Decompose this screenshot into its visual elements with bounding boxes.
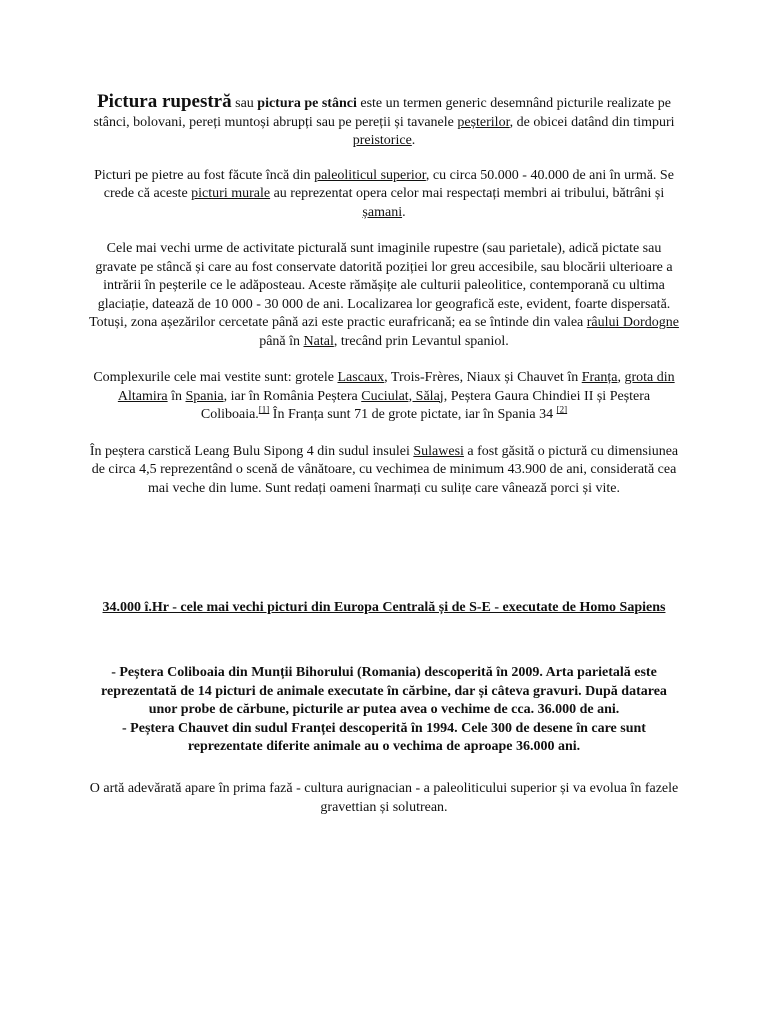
paragraph-2 [88, 167, 680, 223]
text: . [402, 204, 406, 220]
text: În Franța sunt 71 de grote pictate, iar în Spania 34 [269, 407, 557, 422]
bold-block [88, 664, 680, 757]
link-picturi-murale[interactable]: picturi murale [191, 186, 271, 201]
text: , de obicei datând din timpuri [509, 114, 675, 130]
text: până în [259, 333, 304, 349]
text: Cele mai vechi urme de activitate picturală sunt imaginile rupestre (sau parietale), adică pictate sau gravate pe stâncă și care au fost conservate datorită poziției lor greu accesibile, sau blocării ulterioare a intrării în peșterile ce le adăposteau. Aceste rămășițe ale culturii paleolitice, contemporană cu ultima glaciație, datează de 10 000 - 30 000 de ani. Localizarea lor geografică este, evident, foarte dispersată. Totuși, zona așezărilor cercetate până azi este practic eurafricană; ea se întinde din valea [89, 241, 673, 330]
bold-paragraph-coliboaia: - Peștera Coliboaia din Munții Bihorului (Romania) descoperită în 2009. Arta parietală este reprezentată de 14 picturi de animale executate în cărbine, dar și câteva gravuri. După datarea unor probe de cărbune, picturile ar putea avea o vechime de cca. 36.000 de ani. [101, 665, 667, 717]
link-cuciulat-salaj[interactable]: Cuciulat, Sălaj [361, 388, 444, 404]
paragraph-3 [88, 240, 680, 351]
text: , [617, 370, 625, 385]
reference-1[interactable]: [1] [258, 404, 270, 415]
link-lascaux[interactable]: Lascaux [337, 370, 385, 385]
section-heading: 34.000 î.Hr - cele mai vechi picturi din Europa Centrală și de S-E - executate de Homo Sapiens [102, 600, 666, 615]
paragraph-5 [88, 443, 680, 499]
link-pesterilor[interactable]: peșterilor [457, 114, 510, 130]
document-body [88, 93, 680, 516]
text: . [411, 133, 416, 148]
paragraph-4 [88, 369, 680, 425]
text: , Trois-Frères, Niaux și Chauvet în [384, 370, 582, 385]
closing-paragraph: O artă adevărată apare în prima fază - cultura aurignacian - a paleoliticului superior și va evolua în fazele gravettian și solutrean. [89, 781, 679, 815]
intro-paragraph [88, 93, 680, 151]
link-preistorice[interactable]: preistorice [352, 133, 412, 148]
article-title: Pictura rupestră [97, 91, 232, 112]
text: , Peștera Gaura Chindiei II și Peștera Coliboaia. [200, 388, 651, 422]
link-natal[interactable]: Natal [303, 333, 334, 349]
bold-term: pictura pe stânci [257, 96, 357, 111]
text: , iar în România Peștera [223, 388, 362, 404]
link-paleoliticul-superior[interactable]: paleoliticul superior [314, 167, 426, 183]
text: , cu circa 50.000 - 40.000 de ani în urmă. Se crede că aceste [103, 167, 674, 201]
link-franta[interactable]: Franța [581, 370, 618, 385]
link-sulawesi[interactable]: Sulawesi [413, 443, 464, 459]
link-samani[interactable]: șamani [362, 204, 403, 220]
text: , trecând prin Levantul spaniol. [333, 333, 509, 349]
text: a fost găsită o pictură cu dimensiunea de circa 4,5 reprezentând o scenă de vânătoare, cu vechimea de minimum 43.900 de ani, considerată cea mai veche din lume. Sunt redați oameni înarmați cu sulițe care vânează porci și vite. [91, 443, 679, 496]
text: sau [231, 96, 258, 111]
bold-paragraph-chauvet: - Peștera Chauvet din sudul Franței descoperită în 1994. Cele 300 de desene în care sunt reprezentate diferite animale au o vechima de aproape 36.000 ani. [122, 720, 646, 754]
link-spania[interactable]: Spania [185, 388, 224, 404]
text: au reprezentat opera celor mai respectați membri ai tribului, bătrâni și [270, 186, 665, 201]
text: Picturi pe pietre au fost făcute încă din [94, 167, 315, 183]
link-grota-altamira[interactable]: grota din Altamira [117, 370, 675, 404]
reference-2[interactable]: [2] [556, 404, 568, 415]
text: este un termen generic desemnând picturile realizate pe stânci, bolovani, pereți muntoși abrupți sau pe pereții și tavanele [93, 96, 671, 130]
text: Complexurile cele mai vestite sunt: grotele [93, 370, 338, 385]
link-raului-dordogne[interactable]: râului Dordogne [586, 315, 679, 330]
text: în [167, 388, 186, 404]
text: În peștera carstică Leang Bulu Sipong 4 din sudul insulei [89, 443, 414, 459]
